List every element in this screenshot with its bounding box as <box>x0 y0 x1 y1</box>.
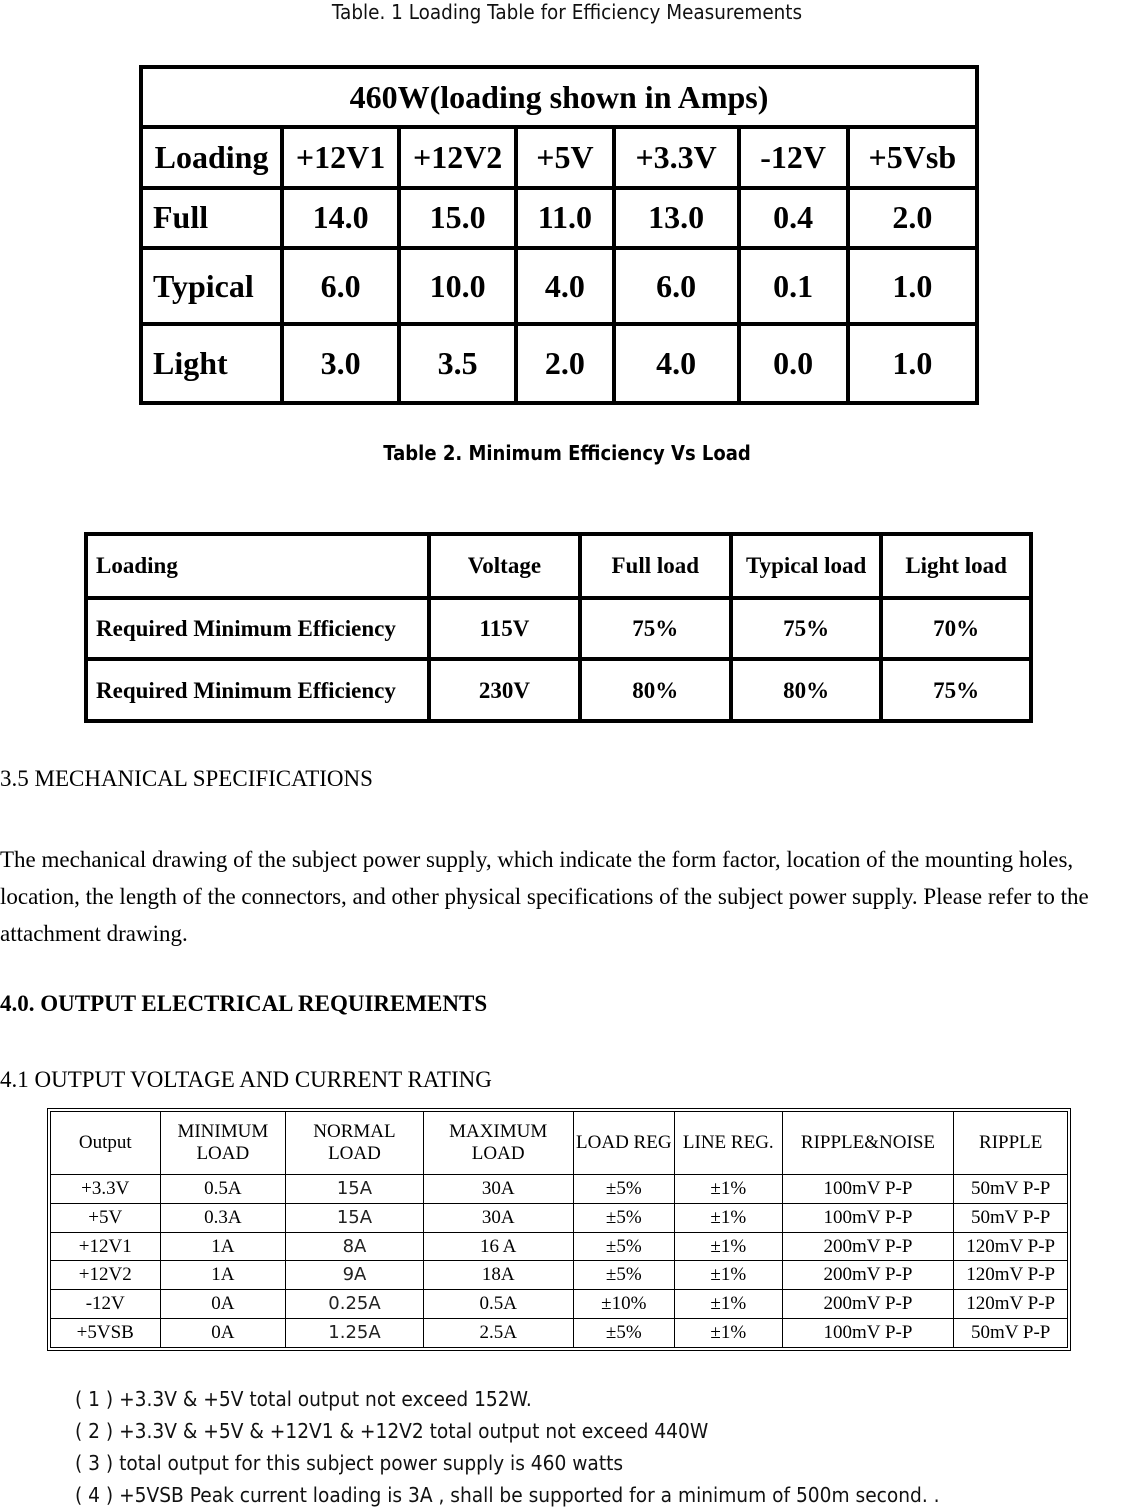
table-cell: ±1% <box>675 1175 783 1204</box>
table-cell: 2.5A <box>423 1319 573 1348</box>
row-label: Typical <box>141 248 282 324</box>
table-cell: 6.0 <box>282 248 399 324</box>
table-cell: 16 A <box>423 1232 573 1261</box>
table-row <box>141 188 977 248</box>
table-cell: 0.3A <box>160 1203 286 1232</box>
table-cell: 0A <box>160 1290 286 1319</box>
table-cell: 0.25A <box>286 1290 424 1319</box>
table-cell: 30A <box>423 1175 573 1204</box>
table-cell: 15A <box>286 1175 424 1204</box>
table-cell: +5V <box>51 1203 161 1232</box>
efficiency-table <box>84 532 1033 723</box>
table-cell: 115V <box>429 598 579 660</box>
table-row <box>141 324 977 403</box>
section-heading: 4.0. OUTPUT ELECTRICAL REQUIREMENTS <box>0 991 488 1016</box>
table-cell: 1.25A <box>286 1319 424 1348</box>
table-cell: 1A <box>160 1232 286 1261</box>
section-heading: 4.1 OUTPUT VOLTAGE AND CURRENT RATING <box>0 1067 492 1092</box>
table-cell: 3.5 <box>399 324 516 403</box>
header-cell: LOAD REG <box>573 1112 674 1175</box>
table-cell: +12V2 <box>51 1261 161 1290</box>
table-cell: ±1% <box>675 1261 783 1290</box>
table-cell: 50mV P-P <box>954 1319 1068 1348</box>
table-cell: 0.5A <box>423 1290 573 1319</box>
table-header-row <box>86 534 1031 598</box>
header-cell: Loading <box>141 127 282 187</box>
table-cell: 15.0 <box>399 188 516 248</box>
header-cell: +3.3V <box>614 127 739 187</box>
header-cell: +5V <box>516 127 613 187</box>
table-cell: 15A <box>286 1203 424 1232</box>
table-cell: 10.0 <box>399 248 516 324</box>
table-row <box>51 1319 1068 1348</box>
table-cell: ±5% <box>573 1261 674 1290</box>
table-cell: 100mV P-P <box>782 1175 954 1204</box>
table-cell: 80% <box>580 659 731 721</box>
table-cell: +3.3V <box>51 1175 161 1204</box>
header-cell: MINIMUM LOAD <box>160 1112 286 1175</box>
table-cell: 14.0 <box>282 188 399 248</box>
row-label: Required Minimum Efficiency <box>86 598 429 660</box>
table-cell: 200mV P-P <box>782 1232 954 1261</box>
table-cell: 75% <box>731 598 881 660</box>
header-cell: Voltage <box>429 534 579 598</box>
header-cell: Output <box>51 1112 161 1175</box>
header-cell: +12V2 <box>399 127 516 187</box>
output-rating-table-frame <box>47 1108 1071 1351</box>
row-label: Full <box>141 188 282 248</box>
table-cell: 13.0 <box>614 188 739 248</box>
header-cell: RIPPLE <box>954 1112 1068 1175</box>
row-label: Required Minimum Efficiency <box>86 659 429 721</box>
table-row <box>86 598 1031 660</box>
table-cell: 120mV P-P <box>954 1261 1068 1290</box>
table-cell: ±1% <box>675 1203 783 1232</box>
table-cell: 30A <box>423 1203 573 1232</box>
table-cell: 3.0 <box>282 324 399 403</box>
header-cell: +12V1 <box>282 127 399 187</box>
table2-caption: Table 2. Minimum Efficiency Vs Load <box>383 441 751 465</box>
header-cell: Full load <box>580 534 731 598</box>
note-item: ( 1 ) +3.3V & +5V total output not exceed 152W. <box>75 1387 532 1411</box>
table-cell: ±10% <box>573 1290 674 1319</box>
table-cell: 2.0 <box>848 188 977 248</box>
header-cell: -12V <box>739 127 848 187</box>
table-cell: +5VSB <box>51 1319 161 1348</box>
note-item: ( 4 ) +5VSB Peak current loading is 3A , shall be supported for a minimum of 500m second. . <box>75 1483 940 1507</box>
table-row <box>141 248 977 324</box>
table-cell: 50mV P-P <box>954 1203 1068 1232</box>
table-header-row <box>141 127 977 187</box>
header-cell: RIPPLE&NOISE <box>782 1112 954 1175</box>
table-cell: ±5% <box>573 1203 674 1232</box>
header-cell: +5Vsb <box>848 127 977 187</box>
header-cell: LINE REG. <box>675 1112 783 1175</box>
table1-caption: Table. 1 Loading Table for Efficiency Measurements <box>331 0 803 24</box>
table-cell: 75% <box>580 598 731 660</box>
table-cell: 4.0 <box>516 248 613 324</box>
table-row <box>51 1261 1068 1290</box>
header-cell: NORMAL LOAD <box>286 1112 424 1175</box>
loading-table <box>139 65 979 405</box>
note-item: ( 2 ) +3.3V & +5V & +12V1 & +12V2 total output not exceed 440W <box>75 1419 709 1443</box>
table-cell: 0.1 <box>739 248 848 324</box>
table-cell: 120mV P-P <box>954 1232 1068 1261</box>
table-cell: 0.5A <box>160 1175 286 1204</box>
table-cell: ±5% <box>573 1319 674 1348</box>
table-cell: 2.0 <box>516 324 613 403</box>
table-cell: +12V1 <box>51 1232 161 1261</box>
section-body: The mechanical drawing of the subject power supply, which indicate the form factor, location of the mounting holes, location, the length of the connectors, and other physical specifications of the subject power supply. Please refer to the attachment drawing. <box>0 847 1089 946</box>
table-header-row <box>51 1112 1068 1175</box>
table-cell: 1A <box>160 1261 286 1290</box>
table-cell: 100mV P-P <box>782 1319 954 1348</box>
table-row <box>51 1203 1068 1232</box>
table-cell: 50mV P-P <box>954 1175 1068 1204</box>
table-cell: 70% <box>881 598 1031 660</box>
note-item: ( 3 ) total output for this subject power supply is 460 watts <box>75 1451 624 1475</box>
table-cell: 230V <box>429 659 579 721</box>
header-cell: Typical load <box>731 534 881 598</box>
table-cell: 0.4 <box>739 188 848 248</box>
table-cell: 200mV P-P <box>782 1261 954 1290</box>
table-cell: 120mV P-P <box>954 1290 1068 1319</box>
header-cell: Light load <box>881 534 1031 598</box>
header-cell: Loading <box>86 534 429 598</box>
table-cell: ±1% <box>675 1232 783 1261</box>
table-cell: -12V <box>51 1290 161 1319</box>
notes-list <box>75 1383 1005 1511</box>
table-cell: 18A <box>423 1261 573 1290</box>
table-cell: ±5% <box>573 1175 674 1204</box>
table-row <box>51 1175 1068 1204</box>
table-cell: 0.0 <box>739 324 848 403</box>
table-cell: 80% <box>731 659 881 721</box>
table-cell: 9A <box>286 1261 424 1290</box>
output-rating-table <box>50 1111 1068 1348</box>
header-cell: MAXIMUM LOAD <box>423 1112 573 1175</box>
table-cell: 11.0 <box>516 188 613 248</box>
table-cell: ±1% <box>675 1290 783 1319</box>
table-cell: 0A <box>160 1319 286 1348</box>
table-row <box>51 1232 1068 1261</box>
table-cell: 75% <box>881 659 1031 721</box>
table-cell: 100mV P-P <box>782 1203 954 1232</box>
table-cell: 8A <box>286 1232 424 1261</box>
table-cell: 4.0 <box>614 324 739 403</box>
table-row <box>51 1290 1068 1319</box>
loading-table-title: 460W(loading shown in Amps) <box>141 67 977 127</box>
table-cell: ±1% <box>675 1319 783 1348</box>
table-cell: 1.0 <box>848 248 977 324</box>
section-heading: 3.5 MECHANICAL SPECIFICATIONS <box>0 766 373 791</box>
table-row <box>86 659 1031 721</box>
table-cell: ±5% <box>573 1232 674 1261</box>
row-label: Light <box>141 324 282 403</box>
table-cell: 200mV P-P <box>782 1290 954 1319</box>
table-cell: 6.0 <box>614 248 739 324</box>
table-cell: 1.0 <box>848 324 977 403</box>
